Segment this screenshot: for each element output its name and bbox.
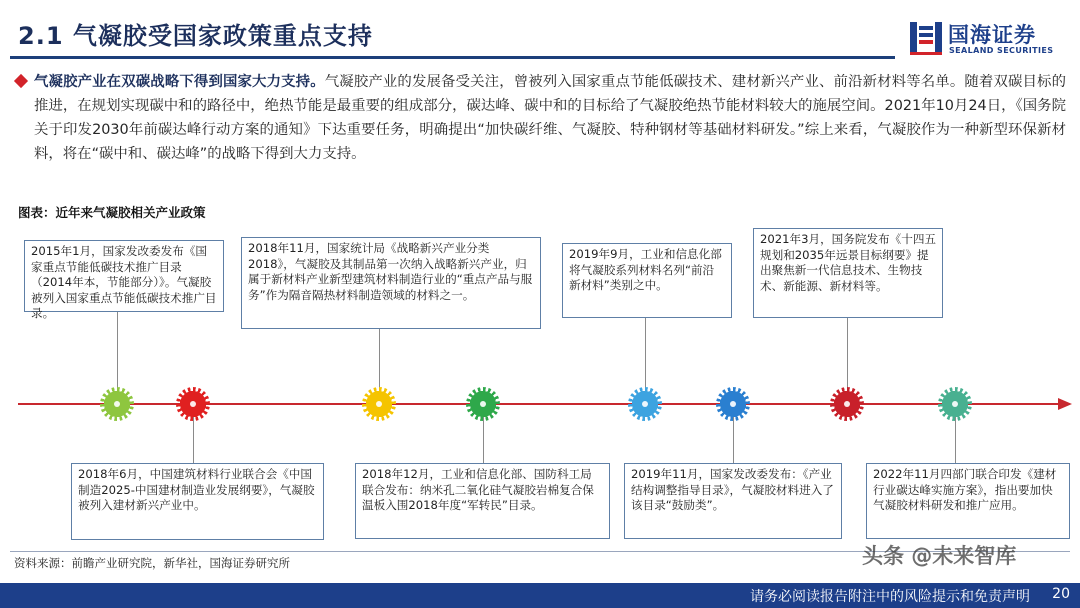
timeline-marker-2022-11[interactable] — [938, 387, 972, 421]
logo-english-name: SEALAND SECURITIES — [949, 46, 1054, 55]
logo-chinese-name: 国海证券 — [948, 23, 1036, 47]
event-box-2018-11: 2018年11月，国家统计局《战略新兴产业分类2018》，气凝胶及其制品第一次纳入战略新兴产业，归属于新材料产业新型建筑材料制造行业的“重点产品与服务”作为隔音隔热材料制造领域的材料之一。 — [241, 237, 541, 329]
event-box-2019-11: 2019年11月，国家发改委发布：《产业结构调整指导目录》，气凝胶材料进入了该目录“鼓励类”。 — [624, 463, 842, 539]
timeline-marker-2019-11[interactable] — [716, 387, 750, 421]
diamond-bullet-icon — [14, 74, 28, 88]
company-logo — [910, 18, 1070, 62]
intro-lead: 气凝胶产业在双碳战略下得到国家大力支持。 — [34, 74, 325, 90]
event-box-2018-06: 2018年6月，中国建筑材料行业联合会《中国制造2025-中国建材制造业发展纲要》，气凝胶被列入建材新兴产业中。 — [71, 463, 324, 540]
event-box-2015-01: 2015年1月，国家发改委发布《国家重点节能低碳技术推广目录（2014年本，节能部分）》。气凝胶被列入国家重点节能低碳技术推广目录。 — [24, 240, 224, 312]
event-box-2021-03: 2021年3月，国务院发布《十四五规划和2035年远景目标纲要》提出聚焦新一代信息技术、生物技术、新能源、新材料等。 — [753, 228, 943, 318]
timeline-marker-2021-03[interactable] — [830, 387, 864, 421]
timeline-marker-2018-12[interactable] — [466, 387, 500, 421]
figure-caption: 图表：近年来气凝胶相关产业政策 — [18, 205, 206, 220]
page-number: 20 — [1052, 586, 1070, 602]
event-box-2018-12: 2018年12月，工业和信息化部、国防科工局联合发布：纳米孔二氧化硅气凝胶岩棉复合保温板入围2018年度“军转民”目录。 — [355, 463, 610, 539]
title-divider — [10, 56, 895, 59]
timeline-marker-2019-09[interactable] — [628, 387, 662, 421]
intro-section — [16, 70, 1066, 166]
timeline-marker-2018-11[interactable] — [362, 387, 396, 421]
timeline-arrow-icon — [1058, 398, 1072, 410]
sealand-logo-icon — [910, 18, 942, 56]
source-note: 资料来源：前瞻产业研究院，新华社，国海证券研究所 — [14, 556, 290, 570]
watermark: 头条 @未来智库 — [862, 544, 1017, 568]
timeline-marker-2015-01[interactable] — [100, 387, 134, 421]
intro-paragraph — [34, 70, 1066, 166]
timeline-marker-2018-06[interactable] — [176, 387, 210, 421]
event-box-2019-09: 2019年9月，工业和信息化部将气凝胶系列材料名列“前沿新材料”类别之中。 — [562, 243, 732, 318]
event-box-2022-11: 2022年11月四部门联合印发《建材行业碳达峰实施方案》，指出要加快气凝胶材料研发和推广应用。 — [866, 463, 1070, 539]
footer-bar — [0, 583, 1080, 608]
page-title: 2.1 气凝胶受国家政策重点支持 — [18, 22, 373, 50]
intro-body: 气凝胶产业的发展备受关注，曾被列入国家重点节能低碳技术、建材新兴产业、前沿新材料等名单。随着双碳目标的推进，在规划实现碳中和的路径中，绝热节能是最重要的组成部分，碳达峰、碳中和的目标给了气凝胶绝热节能材料较大的施展空间。2021年10月24日，《国务院关于印发2030年前碳达峰行动方案的通知》下达重要任务，明确提出“加快碳纤维、气凝胶、特种钢材等基础材料研发。”综上来看，气凝胶作为一种新型环保新材料，将在“碳中和、碳达峰”的战略下得到大力支持。 — [34, 74, 1066, 162]
footer-disclaimer: 请务必阅读报告附注中的风险提示和免责声明 — [750, 589, 1030, 605]
